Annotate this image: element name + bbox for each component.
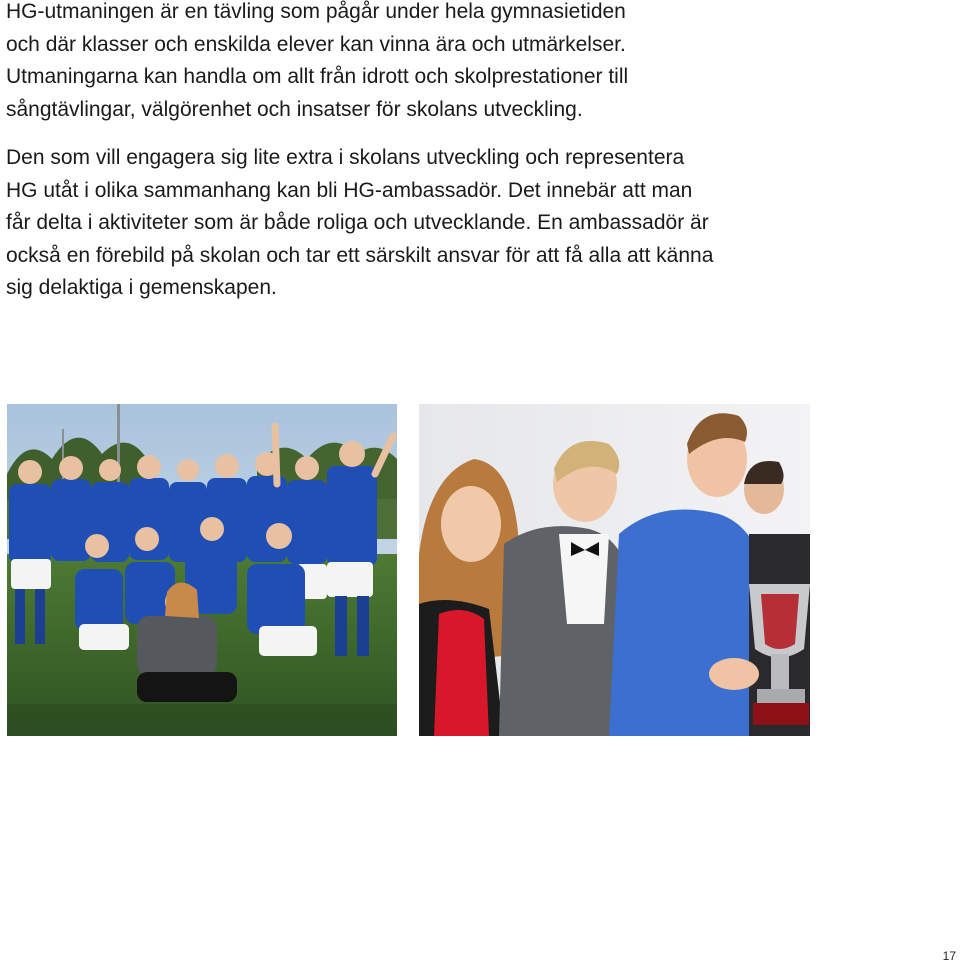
ambassador-paragraph (6, 142, 806, 305)
award-photo-icon (419, 404, 810, 736)
paragraph-line: Utmaningarna kan handla om allt från idrott och skolprestationer till (6, 65, 629, 88)
team-photo (7, 404, 397, 736)
paragraph-line: och där klasser och enskilda elever kan vinna ära och utmärkelser. (6, 32, 626, 56)
page-number: 17 (942, 949, 956, 963)
paragraph-line: också en förebild på skolan och tar ett särskilt ansvar för att få alla att känna (6, 243, 714, 267)
paragraph-line: får delta i aktiviteter som är både roliga och utvecklande. En ambassadör är (6, 211, 709, 234)
intro-paragraph (6, 0, 806, 126)
team-photo-icon (7, 404, 397, 736)
paragraph-line: HG-utmaningen är en tävling som pågår under hela gymnasietiden (6, 0, 626, 23)
paragraph-line: HG utåt i olika sammanhang kan bli HG-ambassadör. Det innebär att man (6, 178, 693, 202)
paragraph-line: sig delaktiga i gemenskapen. (6, 276, 277, 299)
paragraph-line: sångtävlingar, välgörenhet och insatser för skolans utveckling. (6, 97, 583, 121)
award-photo (419, 404, 810, 736)
paragraph-line: Den som vill engagera sig lite extra i skolans utveckling och representera (6, 146, 685, 169)
